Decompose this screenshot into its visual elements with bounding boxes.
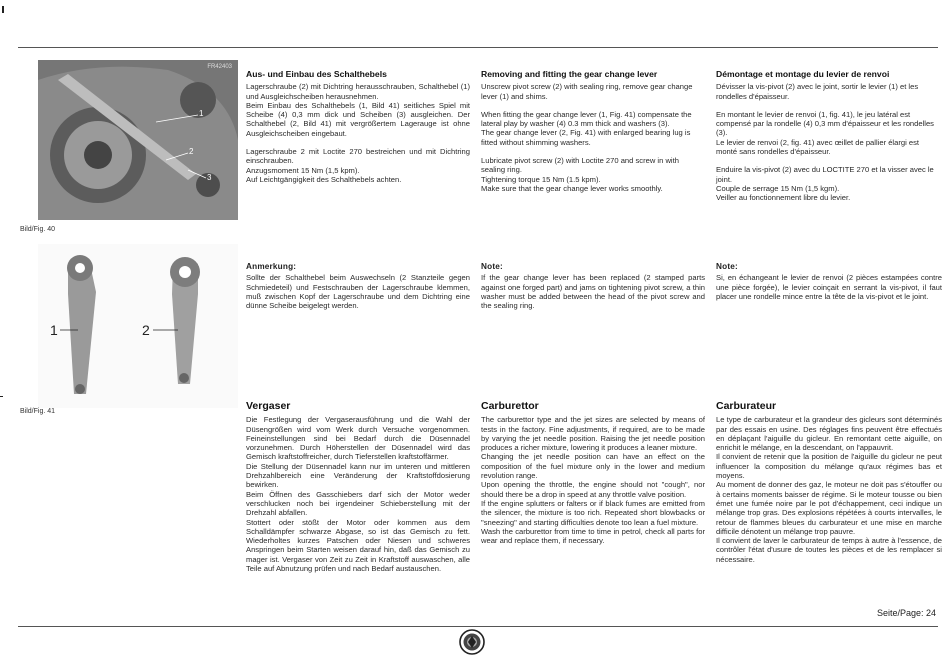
section1-de — [246, 70, 470, 193]
section2-en-text: The carburettor type and the jet sizes are selected by means of tests in the factory. Fine adjustments, if required, are to be made by varying the jet needle position. Raising the jet needle position produces a richer mixture, lowering it produces a leaner mixture. Changing the jet needle position can have an effect on the composition of the fuel mixture only in the lower and medium revolution range. Upon opening the throttle, the engine should not "cough", nor should there be a drop in speed at any throttle valve position. If the engine splutters or falters or if black fumes are emitted from the silencer, the mixture is too rich. Repeated short blowbacks or "sneezing" and starting difficulties denote too lean a fuel mixture. Wash the carburettor from time to time in petrol, check all parts for wear and replace them, if necessary. — [481, 415, 705, 546]
section1-en — [481, 70, 705, 202]
fig40-label-3: 3 — [207, 173, 212, 182]
section1-fr-p3: Enduire la vis-pivot (2) avec du LOCTITE 270 et la visser avec le joint. Couple de serrage 15 Nm (1,5 kgm). Veiller au fonctionnement libre du levier. — [716, 165, 934, 203]
note-de — [246, 262, 470, 319]
section1-en-p1: Unscrew pivot screw (2) with sealing ring, remove gear change lever (1) and shims. — [481, 82, 693, 101]
fig40-label-2: 2 — [189, 147, 194, 156]
page-number: Seite/Page: 24 — [876, 608, 936, 618]
section1-fr-p1: Dévisser la vis-pivot (2) avec le joint, sortir le levier (1) et les rondelles d'épaisseur. — [716, 82, 919, 101]
section1-de-p2: Lagerschraube 2 mit Loctite 270 bestreichen und mit Dichtring einschrauben. Anzugsmoment 15 Nm (1,5 kpm). Auf Leichtgängigkeit des Schalthebels achten. — [246, 147, 470, 184]
figure-41-photo — [38, 244, 238, 408]
engine-case-photo — [38, 60, 238, 220]
note-en-text: If the gear change lever has been replaced (2 stamped parts against one forged part) and jams on tightening pivot screw, a thin washer must be added between the head of the pivot screw and the sealing ring. — [481, 273, 705, 311]
photo-stamp: FR42403 — [207, 64, 232, 70]
registration-mark — [2, 6, 4, 13]
figure-40-caption: Bild/Fig. 40 — [20, 226, 56, 233]
section1-fr — [716, 70, 942, 212]
section1-fr-p2: En montant le levier de renvoi (1, fig. 41), le jeu latéral est compensé par la rondelle (4) 0,3 mm d'épaisseur et les rondelles (3). Le levier de renvoi (2, fig. 41) avec œillet de pallier élargi est monté sans rondelles d'épaisseur. — [716, 109, 934, 157]
note-fr-title: Note: — [716, 262, 738, 271]
section1-en-p3: Lubricate pivot screw (2) with Loctite 270 and screw in with sealing ring. Tightening torque 15 Nm (1.5 kpm). Make sure that the gear change lever works smoothly. — [481, 156, 679, 193]
section1-de-p1: Lagerschraube (2) mit Dichtring herausschrauben, Schalthebel (1) und Ausgleichscheiben herausnehmen. Beim Einbau des Schalthebels (1, Bild 41) seitliches Spiel mit Scheibe (4) 0,3 mm dick und Scheiben (3) ausgleichen. Der Schalthebel (2, Bild 41) mit vergrößertem Lagerauge ist ohne Ausgleichscheiben eingebaut. — [246, 82, 470, 138]
fig41-label-2: 2 — [142, 322, 150, 338]
section2-fr-text: Le type de carburateur et la grandeur des gicleurs sont déterminés par des essais en usine. Des réglages fins peuvent être effectués en déplaçant l'aiguille du gicleur. En remontant cette aiguille, on enrichit le mélange, en la descendant, on l'appauvrit. Il convient de retenir que la position de l'aiguille du gicleur ne peut influencer la composition du mélange qu'aux régimes bas et moyens. Au moment de donner des gaz, le moteur ne doit pas s'étouffer ou à certains moments baisser de régime. Si le moteur tousse ou bien émet une fumée noire par le pot d'échappement, ceci indique un mélange trop gras. Des explosions répétées à courts intervalles, le retour de flammes bleues du carburateur et une mise en marche difficile dénotent un mélange trop pauvre. Il convient de laver le carburateur de temps à autre à l'essence, de contrôler l'état d'usure de toutes les pièces et de les remplacer si nécessaire. — [716, 415, 942, 564]
fig41-label-1: 1 — [50, 322, 58, 338]
top-rule — [18, 47, 938, 48]
section1-en-title: Removing and fitting the gear change lever — [481, 69, 658, 79]
section2-en — [481, 402, 705, 554]
section1-de-title: Aus- und Einbau des Schalthebels — [246, 69, 387, 79]
note-de-text: Sollte der Schalthebel beim Auswechseln (2 Stanzteile gegen Schmiedeteil) und Festschrauben der Lagerschraube klemmen, muß zwischen Kopf der Lagerschraube und dem Dichtring eine dünne Scheibe beigelegt werden. — [246, 273, 470, 311]
registration-mark — [0, 396, 3, 397]
section1-fr-title: Démontage et montage du levier de renvoi — [716, 69, 890, 79]
section2-de-title: Vergaser — [246, 400, 291, 412]
note-en — [481, 262, 705, 319]
section2-fr-title: Carburateur — [716, 400, 777, 412]
note-de-title: Anmerkung: — [246, 262, 297, 271]
bottom-rule — [18, 626, 938, 627]
section2-de-text: Die Festlegung der Vergaserausführung und die Wahl der Düsengrößen wird vom Werk durch Versuche vorgenommen. Feineinstellungen sind bei Bedarf durch die Düsennadel vorzunehmen. Durch Höherstellen der Düsennadel wird das Gemisch kraftstoffreicher, durch Tieferstellen kraftstoffärmer. Die Stellung der Düsennadel kann nur im unteren und mittleren Drehzahlbereich eine Veränderung der Kraftstoffdosierung bewirken. Beim Öffnen des Gasschiebers darf sich der Motor weder verschlucken noch bei irgendeiner Schieberstellung mit der Drehzahl abfallen. Stottert oder stößt der Motor oder kommen aus dem Schalldämpfer schwarze Abgase, so ist das Gemisch zu fett. Wiederholtes kurzes Patschen oder Niesen und schweres Anspringen beim Starten weisen darauf hin, daß das Gemisch zu mager ist. Vergaser von Zeit zu Zeit in Kraftstoff auswaschen, alle Teile auf Abnutzung prüfen und nach Bedarf austauschen. — [246, 415, 470, 574]
note-fr — [716, 262, 942, 310]
section2-de — [246, 402, 470, 582]
gear-levers-photo — [38, 244, 238, 408]
section1-en-p2: When fitting the gear change lever (1, Fig. 41) compensate the lateral play by washer (4) 0.3 mm thick and washers (3). The gear change lever (2, Fig. 41) with enlarged bearing lug is fitted without shimming washers. — [481, 109, 692, 147]
section2-fr — [716, 402, 942, 573]
fig40-label-1: 1 — [199, 109, 204, 118]
figure-40-photo — [38, 60, 238, 220]
brand-logo-icon — [459, 629, 485, 655]
figure-41-caption: Bild/Fig. 41 — [20, 408, 56, 415]
section2-en-title: Carburettor — [481, 400, 539, 412]
note-en-title: Note: — [481, 262, 503, 271]
note-fr-text: Si, en échangeant le levier de renvoi (2 pièces estampées contre une pièce forgée), le levier coinçait en serrant la vis-pivot, il faut placer une rondelle mince entre la tête de la vis-pivot et le joint. — [716, 273, 942, 301]
